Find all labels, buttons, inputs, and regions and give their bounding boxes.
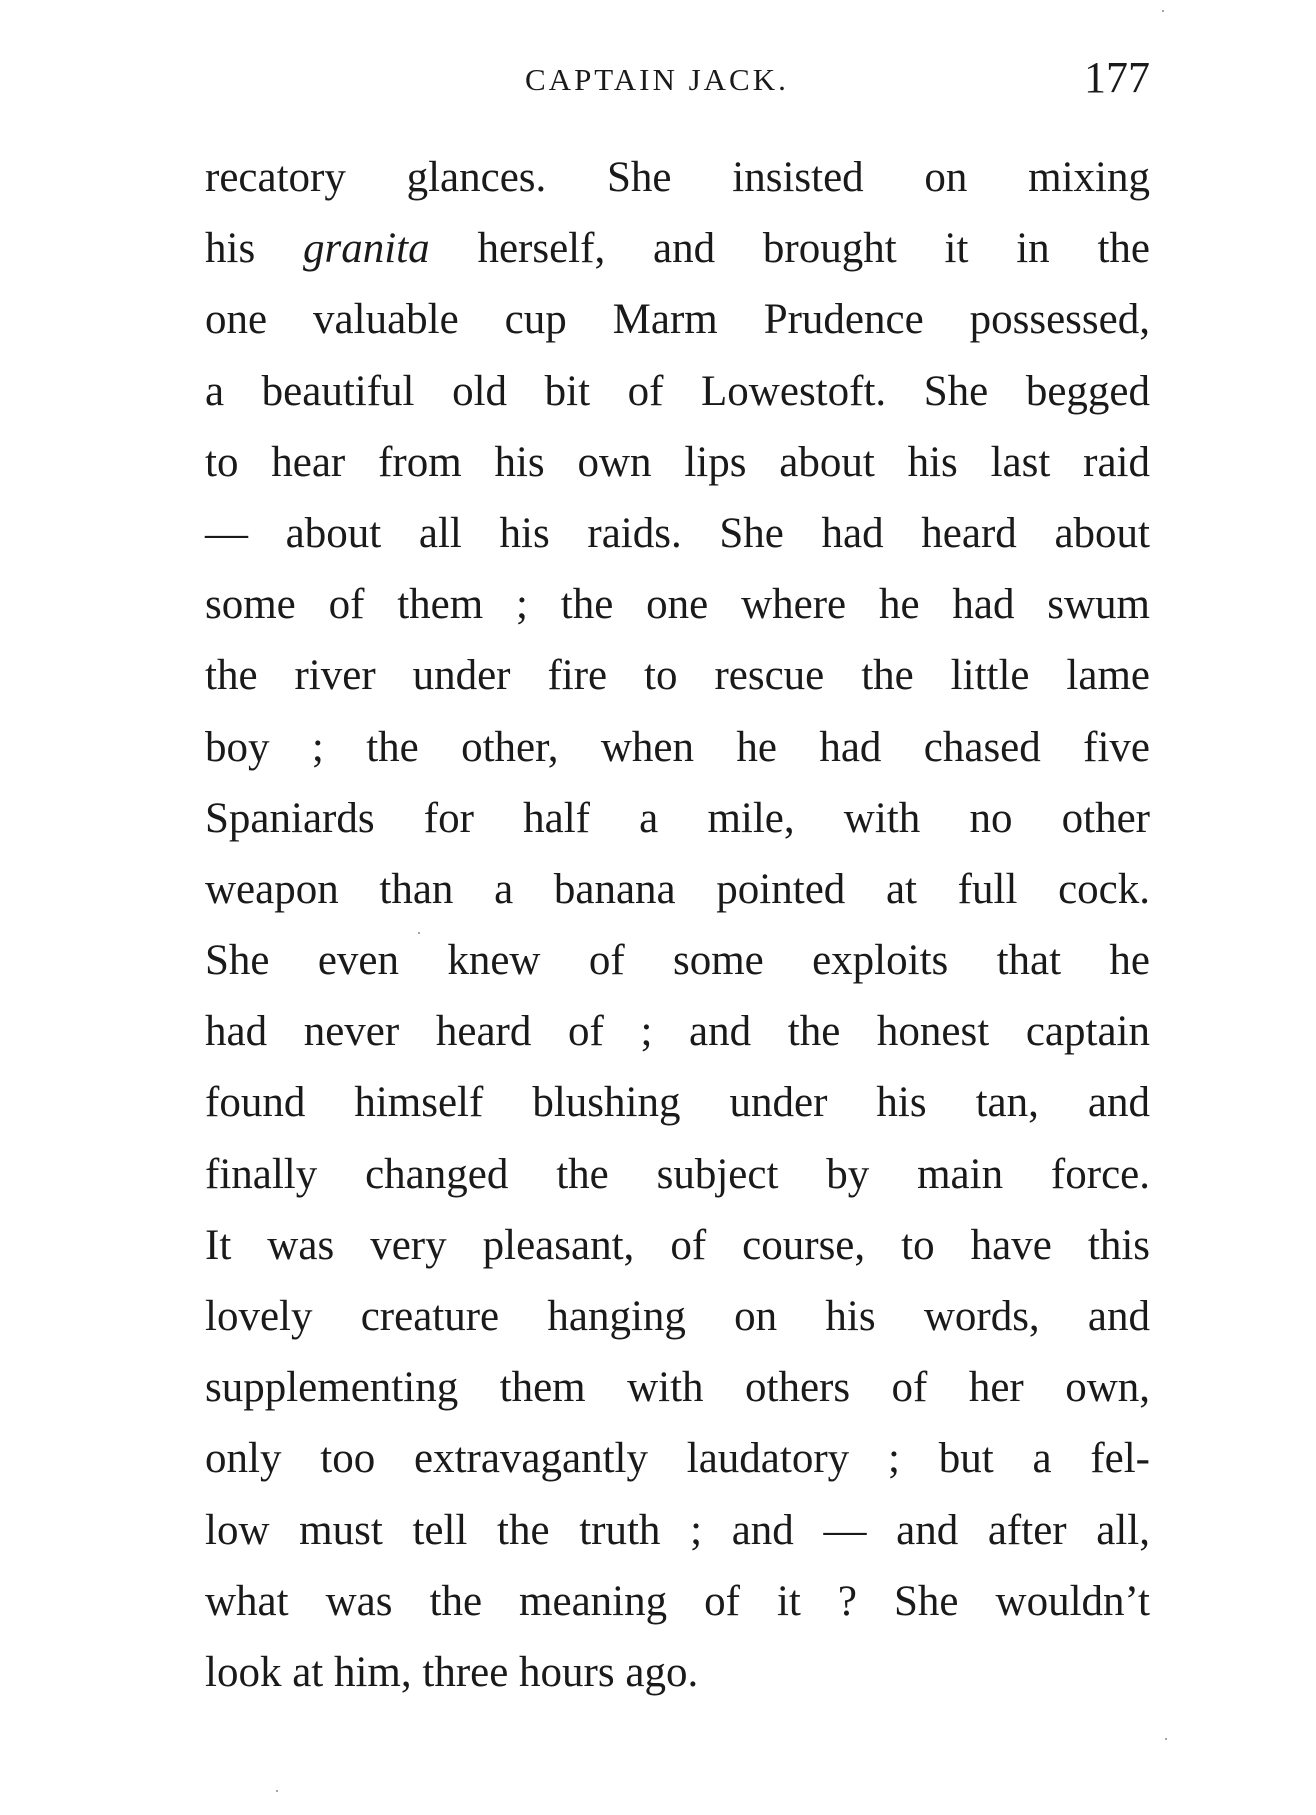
- text-segment: only too extravagantly laudatory ; but a fel-: [205, 1435, 1150, 1483]
- text-line: [205, 356, 1150, 427]
- text-segment: — about all his raids. She had heard about: [205, 509, 1150, 557]
- text-segment: had never heard of ; and the honest captain: [205, 1008, 1150, 1056]
- text-segment: low must tell the truth ; and — and after all,: [205, 1506, 1150, 1554]
- text-segment: his: [205, 225, 303, 273]
- text-segment: recatory glances. She insisted on mixing: [205, 154, 1150, 201]
- text-line: [205, 996, 1150, 1067]
- text-line: [205, 284, 1150, 355]
- text-segment: found himself blushing under his tan, and: [205, 1079, 1150, 1127]
- text-line: [205, 213, 1150, 284]
- print-speck: [418, 932, 420, 934]
- text-line: [205, 712, 1150, 783]
- text-line: [205, 569, 1150, 640]
- print-speck: [276, 1790, 278, 1792]
- text-line: [205, 854, 1150, 925]
- text-segment: a beautiful old bit of Lowestoft. She begged: [205, 367, 1150, 415]
- text-line: [205, 925, 1150, 996]
- text-line: [205, 427, 1150, 498]
- print-speck: [1162, 10, 1164, 12]
- text-segment: She even knew of some exploits that he: [205, 937, 1150, 985]
- text-line: [205, 498, 1150, 569]
- text-segment: some of them ; the one where he had swum: [205, 581, 1150, 629]
- text-segment: one valuable cup Marm Prudence possessed,: [205, 296, 1150, 344]
- text-segment: It was very pleasant, of course, to have this: [205, 1221, 1150, 1269]
- page-number: 177: [1084, 53, 1150, 102]
- text-line: [205, 1566, 1150, 1637]
- text-line: [205, 1281, 1150, 1352]
- text-segment: look at him, three hours ago.: [205, 1648, 699, 1696]
- text-line: [205, 1067, 1150, 1138]
- text-segment: supplementing them with others of her own,: [205, 1364, 1150, 1412]
- text-segment: what was the meaning of it ? She wouldn’t: [205, 1577, 1150, 1625]
- text-segment: herself, and brought it in the: [429, 225, 1150, 273]
- text-line: [205, 1210, 1150, 1281]
- text-segment: boy ; the other, when he had chased five: [205, 723, 1150, 771]
- italic-word: granita: [303, 225, 430, 273]
- text-segment: Spaniards for half a mile, with no other: [205, 794, 1150, 842]
- text-segment: weapon than a banana pointed at full cock.: [205, 865, 1150, 913]
- text-line: [205, 1139, 1150, 1210]
- text-line: [205, 1352, 1150, 1423]
- text-segment: lovely creature hanging on his words, and: [205, 1293, 1150, 1340]
- text-line: [205, 783, 1150, 854]
- text-line: [205, 640, 1150, 711]
- running-title: CAPTAIN JACK.: [525, 62, 789, 97]
- text-line: [205, 142, 1150, 213]
- body-text: [205, 142, 1150, 1708]
- text-line: [205, 1495, 1150, 1566]
- text-segment: finally changed the subject by main force.: [205, 1150, 1150, 1198]
- text-segment: to hear from his own lips about his last raid: [205, 438, 1150, 486]
- text-segment: the river under fire to rescue the little lame: [205, 652, 1150, 700]
- text-line: [205, 1637, 1150, 1708]
- text-line: [205, 1423, 1150, 1494]
- running-head: [205, 52, 1150, 112]
- print-speck: [1165, 1738, 1167, 1740]
